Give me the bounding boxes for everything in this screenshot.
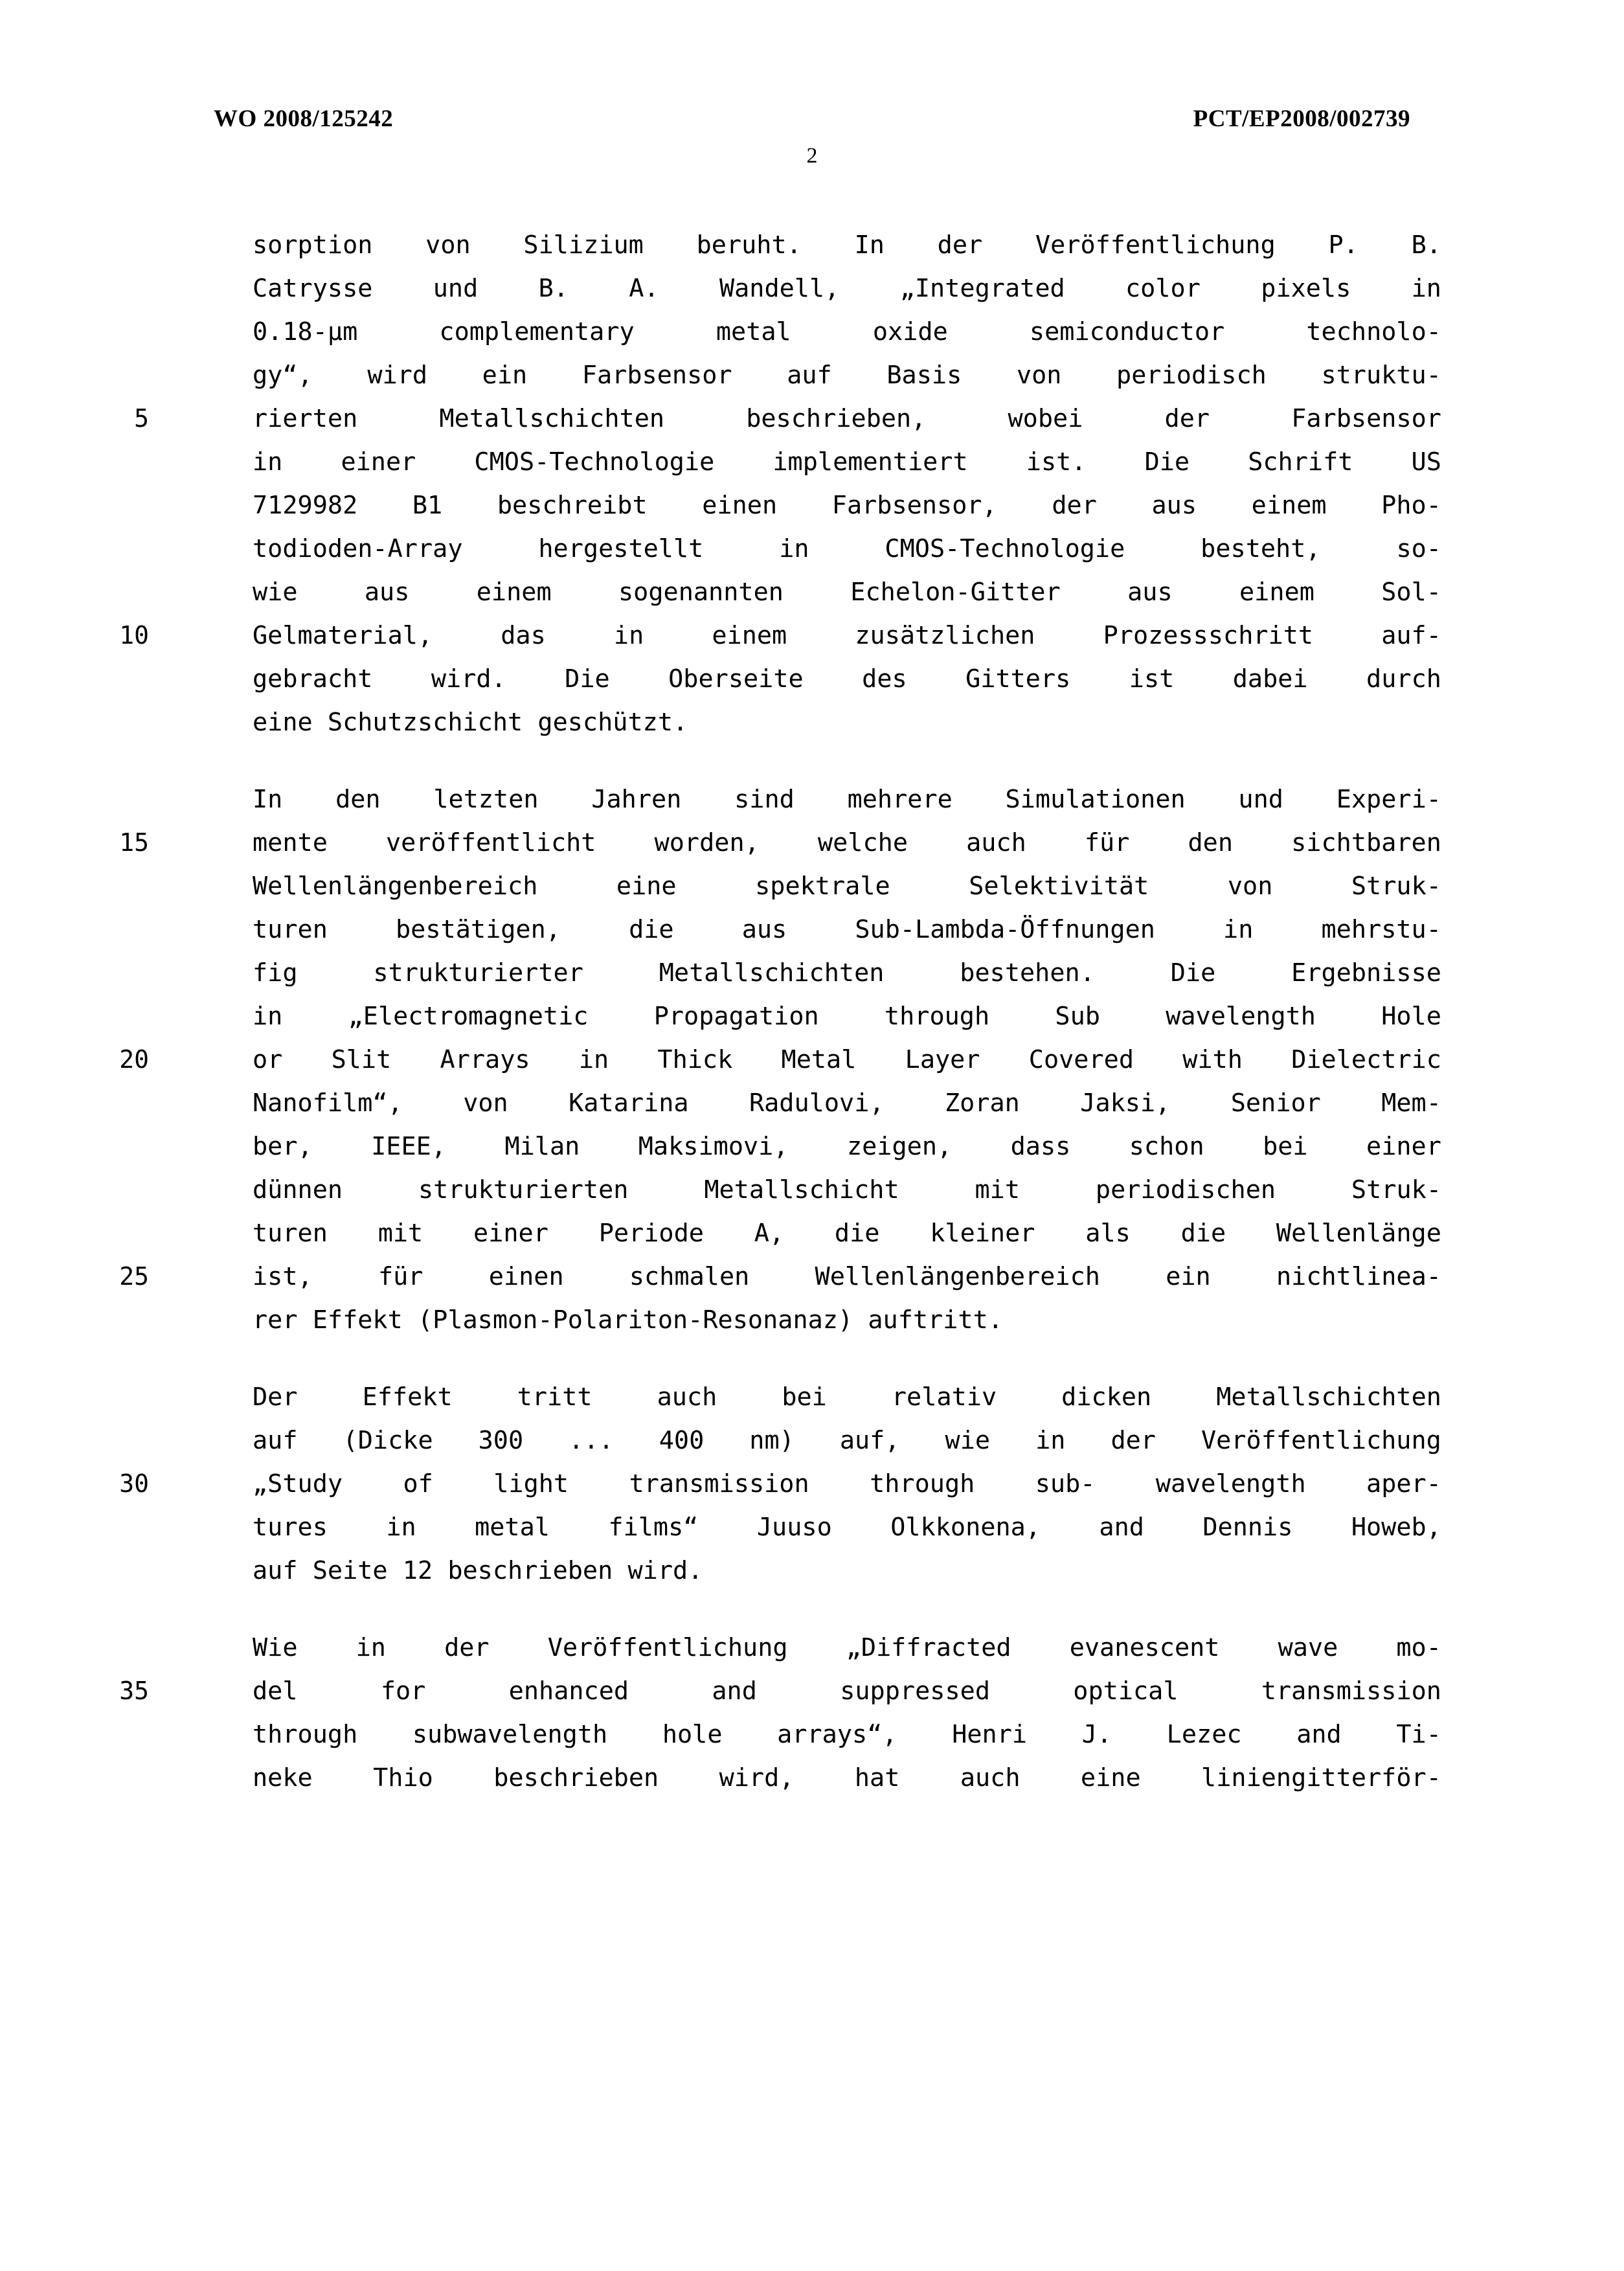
text-line	[119, 821, 1441, 864]
text-line	[185, 267, 1441, 310]
text-line	[185, 1549, 1441, 1592]
text-line	[185, 657, 1441, 701]
line-text: or Slit Arrays in Thick Metal Layer Covered with Dielectric	[253, 1045, 1441, 1074]
line-text: Nanofilm“, von Katarina Radulovi, Zoran Jaksi, Senior Mem-	[253, 1089, 1441, 1118]
line-text: mente veröffentlicht worden, welche auch für den sichtbaren	[253, 828, 1441, 857]
text-line	[119, 1255, 1441, 1298]
line-text: rierten Metallschichten beschrieben, wobei der Farbsensor	[253, 404, 1441, 433]
text-line	[185, 1168, 1441, 1212]
line-text: in einer CMOS-Technologie implementiert ist. Die Schrift US	[253, 447, 1441, 477]
text-line	[185, 1713, 1441, 1756]
text-line	[185, 1125, 1441, 1168]
line-text: „Study of light transmission through sub- wavelength aper-	[253, 1469, 1441, 1498]
publication-number: WO 2008/125242	[214, 106, 394, 132]
line-text: wie aus einem sogenannten Echelon-Gitter aus einem Sol-	[253, 578, 1441, 607]
text-line	[119, 1038, 1441, 1081]
line-text: auf (Dicke 300 ... 400 nm) auf, wie in der Veröffentlichung	[253, 1426, 1441, 1455]
line-text: dünnen strukturierten Metallschicht mit periodischen Struk-	[253, 1175, 1441, 1204]
text-line	[185, 1081, 1441, 1125]
line-text: ist, für einen schmalen Wellenlängenbereich ein nichtlinea-	[253, 1262, 1441, 1291]
line-text: turen mit einer Periode A, die kleiner als die Wellenlänge	[253, 1219, 1441, 1248]
text-line	[185, 354, 1441, 397]
line-text: del for enhanced and suppressed optical transmission	[253, 1677, 1441, 1706]
text-line	[185, 701, 1441, 744]
text-line	[185, 1506, 1441, 1549]
line-text: Gelmaterial, das in einem zusätzlichen Prozessschritt auf-	[253, 621, 1441, 650]
line-number: 20	[119, 1045, 149, 1074]
line-text: 7129982 B1 beschreibt einen Farbsensor, der aus einem Pho-	[253, 491, 1441, 520]
text-line	[185, 310, 1441, 354]
line-text: through subwavelength hole arrays“, Henri J. Lezec and Ti-	[253, 1720, 1441, 1749]
text-line	[185, 484, 1441, 527]
line-text: sorption von Silizium beruht. In der Veröffentlichung P. B.	[253, 231, 1441, 260]
text-line	[185, 440, 1441, 484]
text-line	[185, 1756, 1441, 1800]
text-line	[185, 223, 1441, 267]
line-text: rer Effekt (Plasmon-Polariton-Resonanaz) auftritt.	[253, 1305, 1003, 1335]
text-line	[119, 614, 1441, 657]
text-line	[119, 1669, 1441, 1713]
text-line	[185, 1375, 1441, 1419]
line-text: 0.18-µm complementary metal oxide semiconductor technolo-	[253, 317, 1441, 346]
text-line	[185, 908, 1441, 951]
paragraph	[119, 1626, 1441, 1800]
text-line	[185, 1212, 1441, 1255]
line-text: ber, IEEE, Milan Maksimovi, zeigen, dass schon bei einer	[253, 1132, 1441, 1161]
line-text: fig strukturierter Metallschichten bestehen. Die Ergebnisse	[253, 958, 1441, 988]
line-number: 35	[119, 1677, 149, 1705]
line-text: Wie in der Veröffentlichung „Diffracted evanescent wave mo-	[253, 1633, 1441, 1662]
page-number: 2	[806, 144, 818, 168]
paragraph	[119, 1375, 1441, 1592]
paragraph	[119, 778, 1441, 1342]
line-text: neke Thio beschrieben wird, hat auch eine liniengitterför-	[253, 1763, 1441, 1792]
line-number: 10	[119, 621, 149, 650]
line-text: gebracht wird. Die Oberseite des Gitters ist dabei durch	[253, 664, 1441, 694]
text-line	[185, 571, 1441, 614]
text-line	[185, 1419, 1441, 1462]
line-text: eine Schutzschicht geschützt.	[253, 708, 688, 737]
text-line	[185, 951, 1441, 995]
text-line	[185, 527, 1441, 571]
paragraph	[119, 223, 1441, 744]
line-text: todioden-Array hergestellt in CMOS-Technologie besteht, so-	[253, 534, 1441, 563]
text-line	[185, 995, 1441, 1038]
line-text: Wellenlängenbereich eine spektrale Selektivität von Struk-	[253, 872, 1441, 901]
line-number: 25	[119, 1262, 149, 1291]
page-header	[214, 105, 1410, 133]
text-line	[119, 1462, 1441, 1506]
line-number: 15	[119, 828, 149, 857]
text-line	[185, 778, 1441, 821]
document-body	[119, 223, 1441, 1800]
line-text: Der Effekt tritt auch bei relativ dicken Metallschichten	[253, 1383, 1441, 1412]
line-text: gy“, wird ein Farbsensor auf Basis von periodisch struktu-	[253, 361, 1441, 390]
line-number: 30	[119, 1469, 149, 1498]
line-text: turen bestätigen, die aus Sub-Lambda-Öffnungen in mehrstu-	[253, 915, 1441, 944]
application-number: PCT/EP2008/002739	[1193, 106, 1410, 132]
line-text: Catrysse und B. A. Wandell, „Integrated color pixels in	[253, 274, 1441, 303]
line-number: 5	[134, 404, 149, 433]
text-line	[185, 1298, 1441, 1342]
line-text: auf Seite 12 beschrieben wird.	[253, 1556, 703, 1585]
line-text: In den letzten Jahren sind mehrere Simulationen und Experi-	[253, 785, 1441, 814]
line-text: tures in metal films“ Juuso Olkkonena, and Dennis Howeb,	[253, 1513, 1441, 1542]
line-text: in „Electromagnetic Propagation through Sub wavelength Hole	[253, 1002, 1441, 1031]
text-line	[185, 1626, 1441, 1669]
text-line	[134, 397, 1441, 440]
text-line	[185, 864, 1441, 908]
